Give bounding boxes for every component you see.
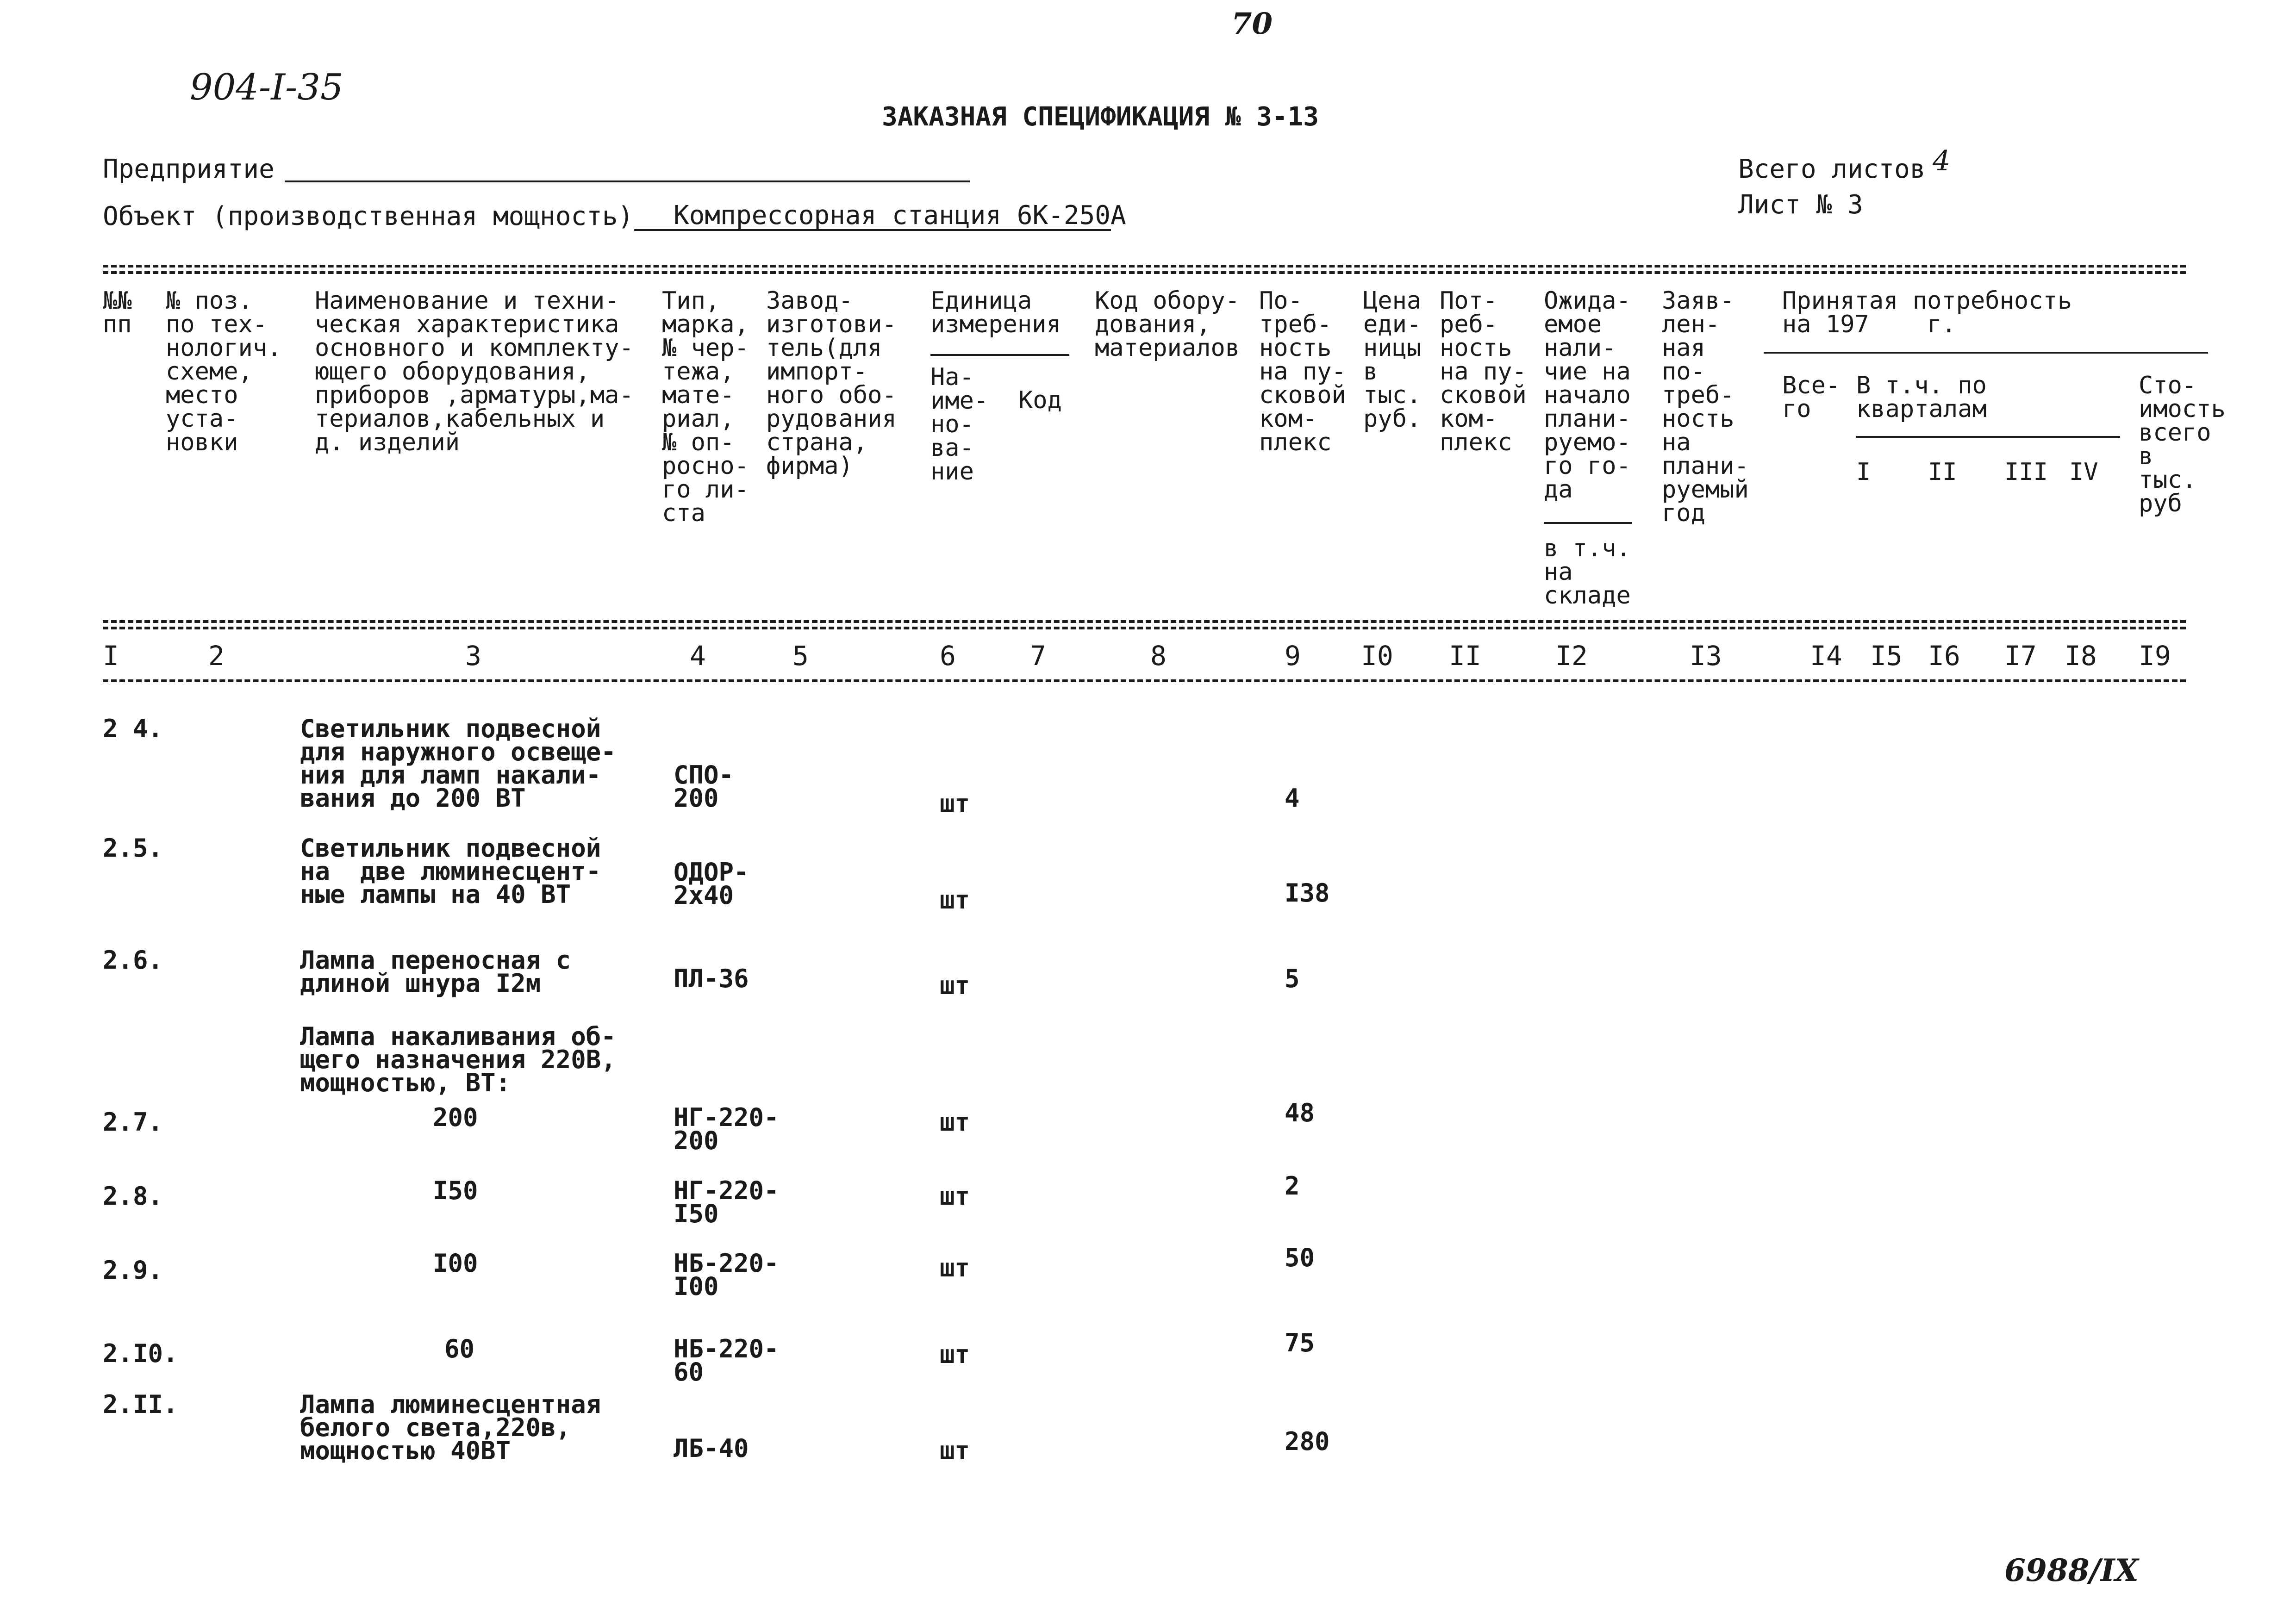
header-manufacturer: Завод- изготови- тель(для импорт- ного обо- рудования страна, фирма) xyxy=(766,287,897,480)
row-type: НБ-220- I00 xyxy=(674,1249,779,1301)
object-value: Компрессорная станция 6К-250А xyxy=(674,200,1126,230)
header-equipment-code: Код обору- дования, материалов xyxy=(1095,287,1240,362)
col-number: 4 xyxy=(690,640,706,672)
col-number: I4 xyxy=(1810,640,1842,672)
col-number: I2 xyxy=(1555,640,1588,672)
header-need-startup-2: Пот- реб- ность на пу- сковой ком- плекс xyxy=(1440,287,1527,456)
row-unit: шт xyxy=(940,1182,970,1211)
archive-stamp: 6988/IX xyxy=(2004,1552,2139,1588)
col-number: 2 xyxy=(208,640,225,672)
table-top-rule-2 xyxy=(103,271,2186,274)
row-number: 2.I0. xyxy=(103,1339,178,1368)
row-unit: шт xyxy=(940,971,970,1000)
quarters-rule xyxy=(1856,436,2120,438)
row-name: 60 xyxy=(444,1334,475,1363)
doc-code: 904-I-35 xyxy=(190,67,343,108)
table-top-rule xyxy=(103,265,2186,268)
header-row-number: №№ пп xyxy=(103,287,132,338)
col-number: I xyxy=(103,640,119,672)
row-unit: шт xyxy=(940,1108,970,1137)
row-qty: 50 xyxy=(1285,1243,1315,1272)
row-number: 2 4. xyxy=(103,714,163,743)
header-name: Наименование и техни- ческая характеристика основного и комплекту- ющего оборудования, приборов ,арматуры,ма- териалов,кабельных и д. изделий xyxy=(315,287,634,456)
header-quarters: В т.ч. по кварталам xyxy=(1856,372,1987,423)
row-number: 2.7. xyxy=(103,1108,163,1137)
row-name: Лампа переносная с длиной шнура I2м xyxy=(300,946,571,998)
row-qty: 2 xyxy=(1285,1171,1300,1201)
row-unit: шт xyxy=(940,1253,970,1282)
col-number: I5 xyxy=(1870,640,1903,672)
col-number: I8 xyxy=(2065,640,2097,672)
row-qty: 280 xyxy=(1285,1427,1330,1456)
row-name: Лампа люминесцентная белого света,220в, мощностью 40ВТ xyxy=(300,1390,601,1465)
header-declared-need: Заяв- лен- ная по- треб- ность на плани- руемый год xyxy=(1662,287,1749,527)
col-number: 9 xyxy=(1285,640,1301,672)
header-q3: III xyxy=(2004,458,2048,486)
unit-group-rule xyxy=(930,354,1069,356)
header-q1: I xyxy=(1856,458,1871,486)
row-unit: шт xyxy=(940,885,970,915)
col-number: 6 xyxy=(940,640,956,672)
accepted-need-rule xyxy=(1764,352,2208,354)
expected-stock-rule xyxy=(1544,522,1632,524)
header-unit-price: Цена еди- ницы в тыс. руб. xyxy=(1363,287,1422,433)
header-bottom-rule-2 xyxy=(103,627,2186,629)
row-unit: шт xyxy=(940,1436,970,1465)
row-name: 200 xyxy=(433,1103,478,1132)
total-sheets-value: 4 xyxy=(1933,145,1951,177)
row-name: Светильник подвесной для наружного освеще- ния для ламп накали- вания до 200 ВТ xyxy=(300,714,616,813)
col-number: 3 xyxy=(465,640,481,672)
header-need-startup: По- треб- ность на пу- сковой ком- плекс xyxy=(1259,287,1346,456)
page-number: 70 xyxy=(1231,6,1273,41)
row-number: 2.9. xyxy=(103,1256,163,1285)
col-number: 8 xyxy=(1150,640,1167,672)
row-type: ЛБ-40 xyxy=(674,1434,749,1463)
col-number-rule xyxy=(103,679,2186,682)
row-unit: шт xyxy=(940,789,970,818)
row-type: СПО- 200 xyxy=(674,760,734,813)
col-number: I3 xyxy=(1690,640,1722,672)
sheet-number: Лист № 3 xyxy=(1738,190,1863,220)
row-name: I00 xyxy=(433,1249,478,1278)
header-q2: II xyxy=(1928,458,1957,486)
col-number: I7 xyxy=(2004,640,2037,672)
header-q4: IV xyxy=(2069,458,2098,486)
row-qty: 48 xyxy=(1285,1098,1315,1127)
row-type: ОДОР- 2х40 xyxy=(674,858,749,910)
row-name: I50 xyxy=(433,1176,478,1205)
row-name: Светильник подвесной на две люминесцент- ные лампы на 40 ВТ xyxy=(300,834,601,909)
enterprise-label: Предприятие xyxy=(103,154,275,184)
object-label: Объект (производственная мощность) xyxy=(103,201,634,231)
row-number: 2.6. xyxy=(103,946,163,975)
header-in-warehouse: в т.ч. на складе xyxy=(1544,535,1631,610)
total-sheets-label: Всего листов xyxy=(1738,154,1926,184)
row-qty: 5 xyxy=(1285,964,1300,993)
row-number: 2.5. xyxy=(103,834,163,863)
row-type: ПЛ-36 xyxy=(674,964,749,993)
row-number: 2.8. xyxy=(103,1182,163,1211)
row-qty: 75 xyxy=(1285,1328,1315,1357)
row-name: Лампа накаливания об- щего назначения 220В, мощностью, ВТ: xyxy=(300,1022,616,1097)
header-accepted-need: Принятая потребность на 197 г. xyxy=(1782,287,2072,338)
row-number: 2.II. xyxy=(103,1390,178,1419)
header-type: Тип, марка, № чер- тежа, мате- риал, № оп- росно- го ли- ста xyxy=(662,287,749,527)
header-unit-group: Единица измерения xyxy=(930,287,1061,338)
col-number: I6 xyxy=(1928,640,1960,672)
header-bottom-rule xyxy=(103,620,2186,623)
row-type: НГ-220- I50 xyxy=(674,1176,779,1228)
row-qty: 4 xyxy=(1285,784,1300,813)
header-unit-code: Код xyxy=(1018,386,1062,414)
header-position: № поз. по тех- нологич. схеме, место уста- новки xyxy=(166,287,282,456)
header-expected-stock: Ожида- емое нали- чие на начало плани- руемо- го го- да xyxy=(1544,287,1631,504)
enterprise-underline xyxy=(285,180,970,182)
col-number: 7 xyxy=(1030,640,1046,672)
row-unit: шт xyxy=(940,1340,970,1369)
row-type: НГ-220- 200 xyxy=(674,1103,779,1155)
col-number: I9 xyxy=(2139,640,2171,672)
col-number: 5 xyxy=(792,640,809,672)
header-cost: Сто- имость всего в тыс. руб xyxy=(2139,372,2226,517)
document-title: ЗАКАЗНАЯ СПЕЦИФИКАЦИЯ № 3-13 xyxy=(882,102,1319,132)
col-number: II xyxy=(1449,640,1481,672)
col-number: I0 xyxy=(1361,640,1393,672)
row-qty: I38 xyxy=(1285,878,1330,908)
header-total: Все- го xyxy=(1782,372,1841,423)
object-underline xyxy=(634,229,1111,231)
header-unit-name: На- име- но- ва- ние xyxy=(930,363,989,485)
row-type: НБ-220- 60 xyxy=(674,1334,779,1387)
